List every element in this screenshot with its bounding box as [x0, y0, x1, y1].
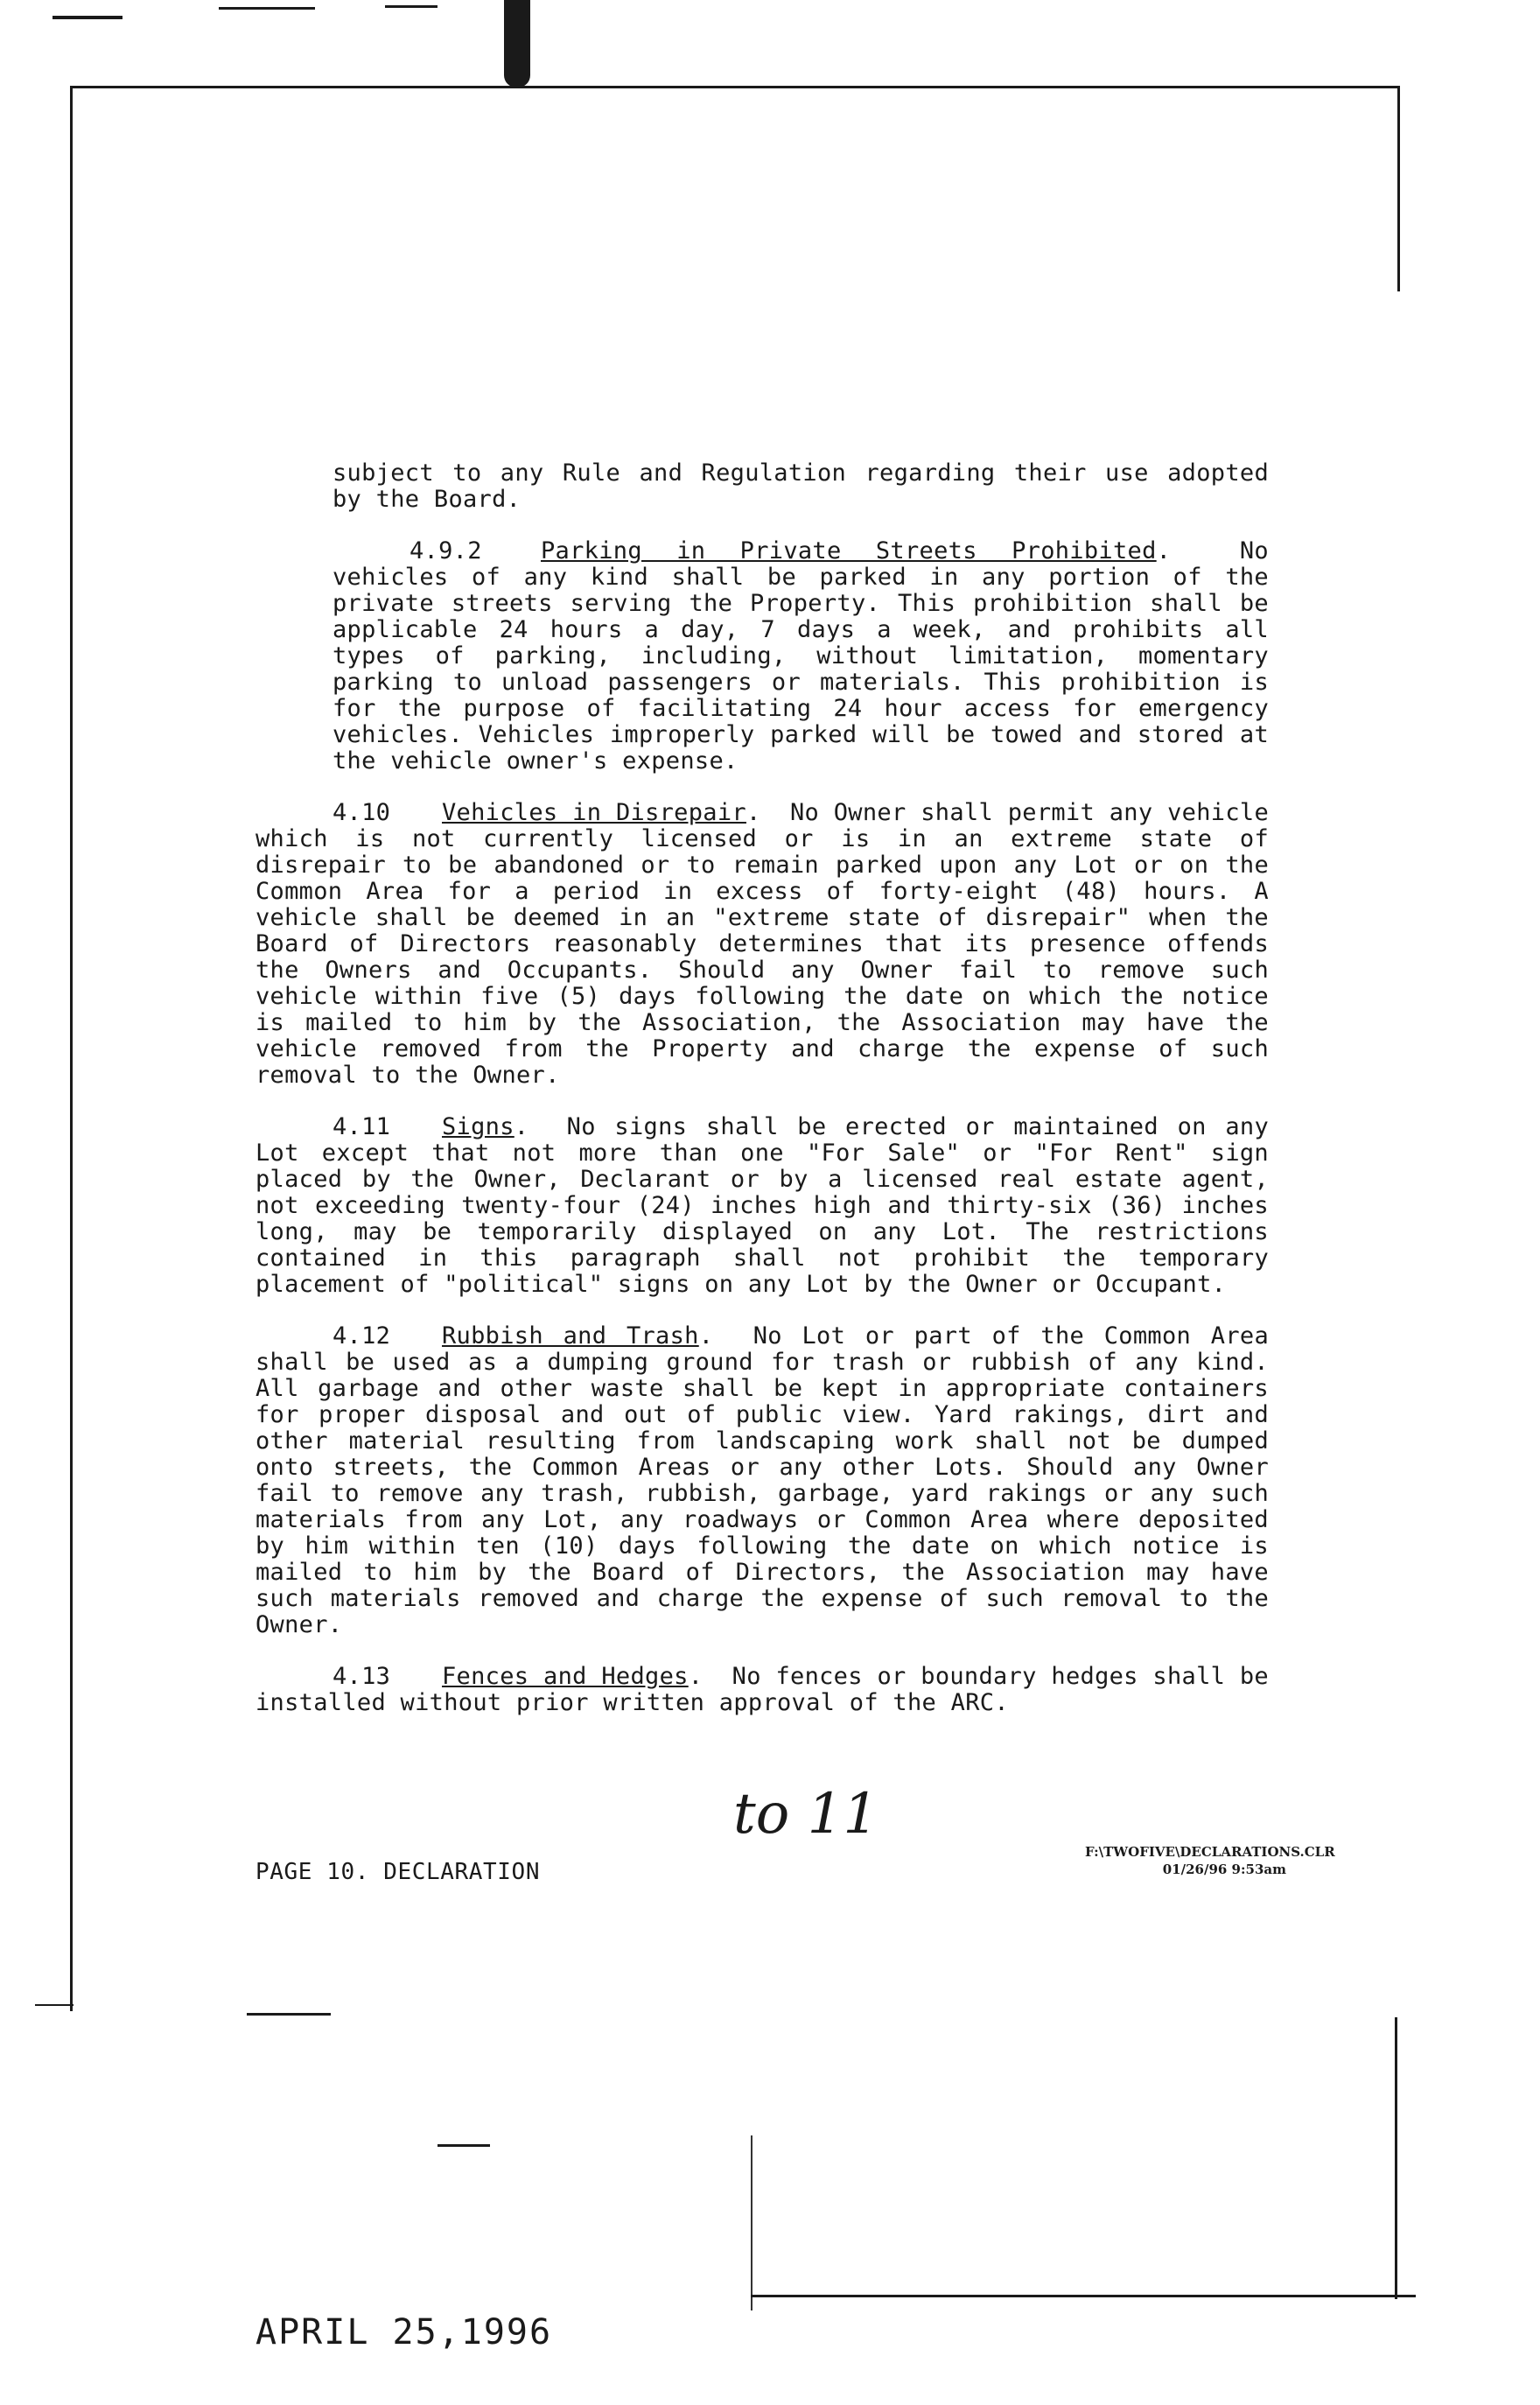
scan-streak [52, 16, 122, 19]
section-heading: Rubbish and Trash [442, 1322, 699, 1350]
page-frame-top-line [70, 86, 1400, 88]
section-heading: Vehicles in Disrepair [442, 799, 746, 826]
page-frame-left-line [70, 86, 73, 2011]
file-reference [1085, 1843, 1335, 1878]
scan-blot [504, 0, 530, 88]
section-text: No fences or boundary hedges shall be installed without prior written approval of the ARC. [256, 1663, 1269, 1716]
section-4-11: 4.11 Signs. No signs shall be erected or maintained on any Lot except that not more than one "For Sale" or "For Rent" sign placed by the Owner, Declarant or by a licensed real estate agent, not exceeding twenty-four (24) inches high and thirty-six (36) inches long, may be temporarily displayed on any Lot. The restrictions contained in this paragraph shall not prohibit the temporary placement of "political" signs on any Lot by the Owner or Occupant. [256, 1113, 1270, 1298]
section-4-13: 4.13 Fences and Hedges. No fences or boundary hedges shall be installed without prior written approval of the ARC. [256, 1663, 1269, 1716]
section-heading: Signs [442, 1113, 514, 1140]
stamp-box-bottom-line [751, 2295, 1416, 2297]
section-4-9-2: 4.9.2 Parking in Private Streets Prohibited. No vehicles of any kind shall be parked in any portion of the private streets serving the Property. This prohibition shall be applicable 24 hours a day, 7 days a week, and prohibits all types of parking, including, without limitation, momentary parking to unload passengers or materials. This prohibition is for the purpose of facilitating 24 hour access for emergency vehicles. Vehicles improperly parked will be towed and stored at the vehicle owner's expense. [332, 537, 1269, 775]
page-footer-label: PAGE 10. DECLARATION [256, 1859, 541, 1885]
file-path: F:\TWOFIVE\DECLARATIONS.CLR [1085, 1844, 1335, 1860]
section-number: 4.9.2 [410, 537, 482, 564]
section-heading: Parking in Private Streets Prohibited [541, 537, 1157, 564]
section-number: 4.12 [332, 1322, 391, 1350]
stamp-box-right-line [1395, 2017, 1397, 2299]
section-text: No Owner shall permit any vehicle which is not currently licensed or is in an extreme state of disrepair to be abandoned or to remain parked upon any Lot or on the Common Area for a period in excess of forty-eight (48) hours. A vehicle shall be deemed in an "extreme state of disrepair" when the Board of Directors reasonably determines that its presence offends the Owners and Occupants. Should any Owner fail to remove such vehicle within five (5) days following the date on which the notice is mailed to him by the Association, the Association may have the vehicle removed from the Property and charge the expense of such removal to the Owner. [256, 799, 1270, 1089]
section-number: 4.11 [332, 1113, 391, 1140]
document-body [256, 460, 1269, 1742]
handwritten-note: to 11 [733, 1782, 879, 1847]
section-4-12: 4.12 Rubbish and Trash. No Lot or part of the Common Area shall be used as a dumping ground for trash or rubbish of any kind. All garbage and other waste shall be kept in appropriate containers for proper disposal and out of public view. Yard rakings, dirt and other material resulting from landscaping work shall not be dumped onto streets, the Common Areas or any other Lots. Should any Owner fail to remove any trash, rubbish, garbage, yard rakings or any such materials from any Lot, any roadways or Common Area where deposited by him within ten (10) days following the date on which notice is mailed to him by the Board of Directors, the Association may have such materials removed and charge the expense of such removal to the Owner. [256, 1322, 1269, 1638]
section-4-10: 4.10 Vehicles in Disrepair. No Owner shall permit any vehicle which is not currently licensed or is in an extreme state of disrepair to be abandoned or to remain parked upon any Lot or on the Common Area for a period in excess of forty-eight (48) hours. A vehicle shall be deemed in an "extreme state of disrepair" when the Board of Directors reasonably determines that its presence offends the Owners and Occupants. Should any Owner fail to remove such vehicle within five (5) days following the date on which the notice is mailed to him by the Association, the Association may have the vehicle removed from the Property and charge the expense of such removal to the Owner. [256, 799, 1270, 1089]
section-text: No Lot or part of the Common Area shall be used as a dumping ground for trash or rubbish of any kind. All garbage and other waste shall be kept in appropriate containers for proper disposal and out of public view. Yard rakings, dirt and other material resulting from landscaping work shall not be dumped onto streets, the Common Areas or any other Lots. Should any Owner fail to remove any trash, rubbish, garbage, yard rakings or any such materials from any Lot, any roadways or Common Area where deposited by him within ten (10) days following the date on which notice is mailed to him by the Board of Directors, the Association may have such materials removed and charge the expense of such removal to the Owner. [256, 1322, 1269, 1638]
section-text: No vehicles of any kind shall be parked in any portion of the private streets serving the Property. This prohibition shall be applicable 24 hours a day, 7 days a week, and prohibits all types of parking, including, without limitation, momentary parking to unload passengers or materials. This prohibition is for the purpose of facilitating 24 hour access for emergency vehicles. Vehicles improperly parked will be towed and stored at the vehicle owner's expense. [332, 537, 1269, 775]
section-number: 4.13 [332, 1663, 391, 1690]
scan-dash [438, 2144, 490, 2147]
scan-streak [385, 5, 438, 8]
scan-streak [219, 7, 315, 10]
file-timestamp: 01/26/96 9:53am [1162, 1862, 1286, 1877]
scan-dash [35, 2004, 74, 2006]
section-heading: Fences and Hedges [442, 1663, 689, 1690]
section-number: 4.10 [332, 799, 391, 826]
scan-dash [247, 2013, 331, 2016]
page-frame-right-line [1397, 86, 1400, 291]
stamp-box-left-line [751, 2135, 752, 2310]
date-stamp: APRIL 25,1996 [256, 2312, 553, 2352]
intro-paragraph [256, 460, 1269, 513]
section-text: No signs shall be erected or maintained on any Lot except that not more than one "For Sale" or "For Rent" sign placed by the Owner, Declarant or by a licensed real estate agent, not exceeding twenty-four (24) inches high and thirty-six (36) inches long, may be temporarily displayed on any Lot. The restrictions contained in this paragraph shall not prohibit the temporary placement of "political" signs on any Lot by the Owner or Occupant. [256, 1113, 1270, 1298]
intro-text: subject to any Rule and Regulation regarding their use adopted by the Board. [332, 459, 1269, 513]
